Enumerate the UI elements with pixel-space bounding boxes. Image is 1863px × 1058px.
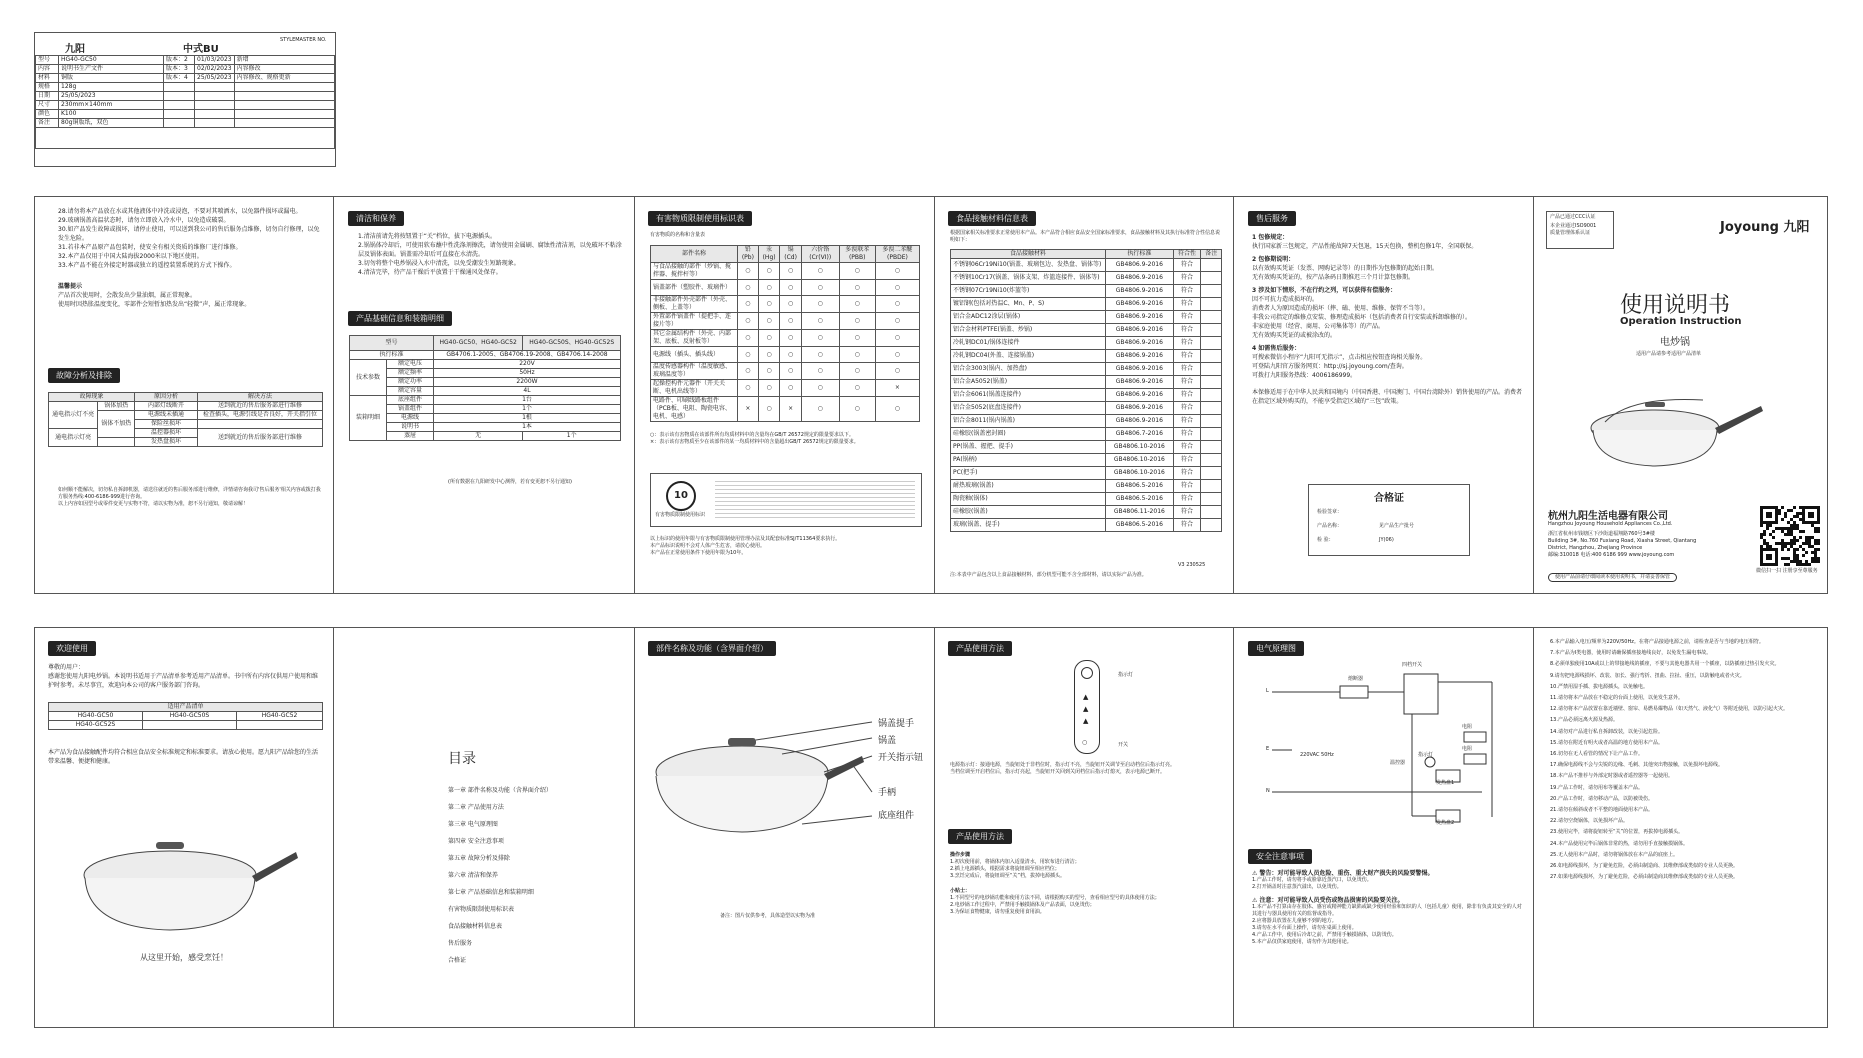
- food-row: 铝合金A5052(锅盖) GB4806.9-2016 符合: [951, 376, 1222, 389]
- safety-continued: 28.请勿将本产品放在水或其他液体中冲洗或浸泡，不要对其喷洒水，以免器件损坏或漏电。 29.玻璃锅盖高温状态时，请勿立即放入冷水中，以免造成破裂。 30.如产品发生故障或损坏，请停止使用，可以送到我公司的售后服务点维修，切勿自行修理，以免发生危险。 31.若非本产品原产品包装时，使安全有相关资质的维修厂进行维修。 32.本产品仅用于中国大陆海拔2000米以下地区使用。 33.本产品不能在外接定时器或独立的遥控装置系统的方式下操作。 温馨提示 产品首次使用时，会散发出少量油烟，属正常现象。 使用时因热胀温度变化，零部件会短暂加热发出“轻微”声，属正常现象。: [58, 207, 323, 309]
- safety-item: 15.请勿在附近有明火或者高温的地方使用本产品。: [1550, 739, 1663, 746]
- clean-text: 1.清洁前请先将按钮置于“关”档位，拔下电源插头。 2.锅锅体冷却后，可使用软布蘸中性洗涤剂擦洗，请勿使用金属刷、腐蚀性清洁剂，以免破坏不粘涂层及锅体表面。锅盖需冷却后可直接在水清洗。 3.切勿将整个电炒锅浸入水中清洗，以免受潮发生短路现象。 4.清洁完毕，待产品干燥后平放置于干燥通风处保存。: [358, 233, 622, 276]
- hazard-row: 非接触部件外壳部件（外壳、侧板、上盖等） ○ ○ ○ ○ ○ ○: [651, 296, 920, 313]
- heater-label-1: 发热盘1: [1436, 780, 1455, 786]
- company-en: Hangzhou Joyoung Household Appliances Co.,Ltd.: [1548, 521, 1673, 527]
- spec-std: STYLEMASTER NO.: [280, 37, 327, 43]
- usage-steps: 操作步骤 1.初次使用前，将锅体内加入适量清水，用软布进行清洁； 2.插上电源插头，根据需求将旋钮调至相应档位； 3.烹饪完成后，将旋钮调至“关”档，拔掉电源插头。 小贴士： 1.不同型号的电炒锅功能和使用方法不同，请根据购买的型号，查看相应型号的具体使用方法； 2.电炒锅工作过程中，严禁用手触摸锅体及产品表面，以免烫伤； 3.为保证食物健康，请勿重复使用食用油。: [950, 852, 1160, 915]
- safety-item: 27.如果电源线损坏，为了避免危险，必须由制造商其维修部或类似的专业人员更换。: [1550, 874, 1738, 881]
- hazard-row: 电路件、印刷线路板组件（PCB板、电阻、陶瓷电容、电机、电感） × ○ × ○ ○ ○: [651, 397, 920, 422]
- line-label: L: [1266, 688, 1269, 694]
- cover-bottom-note: 使用产品前请仔细阅读本使用说明书，并请妥善保管: [1548, 573, 1677, 582]
- food-header: 食品接触材料信息表: [948, 211, 1036, 226]
- toc-title: 目录: [448, 751, 476, 767]
- spec-header: 产品基础信息和装箱明细: [348, 311, 452, 326]
- toc-item: 第五章 故障分析及排除: [448, 855, 510, 862]
- safety-item: 24.本产品使用完毕后锅体非常的热，请勿用手直接触摸锅体。: [1550, 840, 1688, 847]
- food-row: PP(锅盖、握把、提手) GB4806.10-2016 符合: [951, 441, 1222, 454]
- toc-item: 第六章 清洁和保养: [448, 872, 498, 879]
- company-address: 浙江省杭州市钱塘区下沙街道福翔路760号3#楼 Building 3#, No.760 Fuxiang Road, Xiasha Street, Qiantang District, Hangzhou, Zhejiang Province 邮编:310018 电话:400 6186 999 www.joyoung.com: [1548, 531, 1697, 558]
- hazard-row: 锅盖部件（塑胶件、玻璃件） ○ ○ ○ ○ ○ ○: [651, 280, 920, 296]
- qr-note: 微信扫一扫 注册享至尊服务: [1756, 568, 1818, 574]
- food-row: 铝合金6061(锅盖连接件) GB4806.9-2016 符合: [951, 389, 1222, 402]
- usage-header-2: 产品使用方法: [948, 829, 1012, 844]
- circuit-diagram: [1252, 662, 1522, 834]
- safety-item: 14.请勿对产品进行私自拆卸改装，以免引起危险。: [1550, 728, 1663, 735]
- service-text: 1 包修规定： 执行国家新三包规定，产品性能故障7天包退，15天包换，整机包修1年，全国联保。 2 包修期说明： 以有效购买凭证（发票、网购记录等）的日期作为包修期的起始日期。 无有效购买凭证的，按产品条码日期推迟三个月计算包修期。 3 涉及如下情形，不在行约之列，可以获得有偿服务： 因不可抗力造成损坏的。 消费者人为原因造成的损坏（摔、磕、使用、维修、保管不当等）。 非我公司指定的维修点安装、修理造成损坏（包括消费者自行安装或拆卸维修的）。 非家庭使用（经营、商用、公司集体等）的产品。 无有效购买凭证的或被涂改的。 4 如需售后服务： 可搜索微信小程序“九阳可无指示”，点击相应按钮查询相关服务。 可登陆九阳官方服务网页：http://sj.joyoung.com/查询。 可拨打九阳服务热线：4006186999。 本保修适用于在中华人民共和国境内（中国香港、中国澳门、中国台湾除外）销售使用的产品。消费者在指定区域外购买的，不能享受指定区域的“三包”政策。: [1252, 234, 1523, 405]
- resistor-label-1: 电阻: [1462, 724, 1473, 730]
- cover-title-en: Operation Instruction: [1620, 316, 1742, 327]
- hazard-sub: 有害物质的名称和含量表: [650, 232, 706, 238]
- hazard-row: 温度传感器构件（温度敏感、玻璃温度等） ○ ○ ○ ○ ○ ○: [651, 363, 920, 380]
- fault-footnote: 如何顺不能解决，切勿私自拆卸机器，请送往就近的售后服务部进行维修，详情请咨询我司'售后服务'相关内容或拨打我方服务热线:400-6186-999进行咨询。 以上内容如因型号或零件变更与实物不符，请以实物为准，恕不另行通知，敬请谅解！: [58, 487, 321, 507]
- spec-brand: 九阳: [65, 44, 85, 55]
- usage-header: 产品使用方法: [948, 641, 1012, 656]
- safety-item: 26.如电源线损坏，为了避免危险，必须由制造商、其维修部或类似的专业人员更换。: [1550, 863, 1738, 870]
- food-row: 冷轧钢DC04(外盖、连接锅盖) GB4806.9-2016 符合: [951, 350, 1222, 363]
- food-row: 硅橡胶(锅盖) GB4806.11-2016 符合: [951, 506, 1222, 519]
- hazard-footnotes: 以上标识的使用年限与有害物质限制使用管理办法及其配套标准SJ/T11364要求执行。 本产品标识说明不会对人体产生危害，请放心使用。 本产品在正常使用条件下使用年限为10年。: [650, 536, 841, 556]
- toc-list: [448, 782, 552, 969]
- safety-item: 25.无人使用本产品时，请勿将锅体放在本产品的底座上。: [1550, 851, 1678, 858]
- toc-item: 售后服务: [448, 940, 473, 947]
- safety-item: 12.请勿将本产品放置在靠近墙壁、窗帘、易燃易爆物品（如天然气、液化气）等附近使用，以防引起火灾。: [1550, 706, 1788, 713]
- hazard-row: 与食品接触的部件（炒锅、搅拌器、搅拌杆等） ○ ○ ○ ○ ○ ○: [651, 263, 920, 280]
- hazard-table: 部件名称 铅(Pb) 汞(Hg) 镉(Cd) 六价铬(Cr(VI)) 多溴联苯(PBB) 多溴二苯醚(PBDE) 与食品接触的部件（炒锅、搅拌器、搅拌杆等） ○ ○ ○ ○ ○ ○ 锅盖部件（塑胶件、玻璃件） ○ ○ ○ ○ ○ ○ 非接触部件外壳部件（外壳、侧板、上盖等） ○ ○ ○ ○ ○ ○ 外置部件锅盖件（提把手、连接片等） ○ ○ ○ ○ ○ ○ 其它金属结构件（外壳、内部架、底板、反射板等） ○ ○ ○ ○ ○ ○ 电源线（插头、插头线） ○ ○ ○ ○ ○ ○ 温度传感器构件（温度敏感、玻璃温度等） ○ ○ ○ ○ ○ ○ 起操控构件元器件（开关关断、电机出线等） ○ ○ ○ ○ ○ × 电路件、印刷线路板组件（PCB板、电阻、陶瓷电容、电机、电感） × ○ × ○ ○ ○: [650, 245, 920, 422]
- toc-item: 食品接触材料信息表: [448, 923, 503, 930]
- clean-header: 清洁和保养: [348, 211, 404, 226]
- safety-item: 7.本产品为I类电器，使用时请确保插座接地线良好，以免发生漏电事故。: [1550, 650, 1712, 657]
- food-row: 不锈钢07Cr19Ni10(炸篮等) GB4806.9-2016 符合: [951, 285, 1222, 298]
- caution-icon: ⚠: [1252, 897, 1258, 904]
- safety-warnings: ⚠ 警告：对可能导致人员危险、重伤、重大财产损失的风险要警惕。 1.产品工作时，请勿将手或脸靠近蒸汽口，以免烫伤。 2.打开锅盖时注意蒸汽溢出，以免烫伤。 ⚠ 注意：对可能导致人员受伤或物品损害的风险要关注。 1.本产品不打算由存在肢体、感官或精神能力缺陷或缺少使用经验和知识的人（包括儿童）使用，除非有负责其安全的人对其进行与器具使用有关的监督或指导。 2.应将器具放置在儿童够不到的地方。 3.请勿在水平台面上操作，请勿在桌面上使用。 4.产品工作中，使用后冷却之前，严禁用手触摸锅体，以防烫伤。 5.本产品仅供家庭使用，请勿作为其他用途。: [1252, 870, 1522, 945]
- usage-desc: 电源指示灯：接通电源，当旋钮处于非档位时，指示灯不亮，当旋钮开关调节至启动档位后指示灯亮。 当档位调至开启档位后，指示灯亮起，当旋钮开关回到关闭档位后指示灯熄灭，表示电源已断开。: [950, 762, 1176, 775]
- toc-item: 第七章 产品基础信息和装箱明细: [448, 889, 534, 896]
- spec-dept: 中式BU: [183, 44, 219, 55]
- safety-item: 20.产品工作时，请勿移动产品，以防被烫伤。: [1550, 795, 1653, 802]
- cover-product: 电炒锅: [1660, 337, 1690, 348]
- safety-item: 8.必须单独使用10A或以上的带接地线的插座，不要与其他电器共用一个插座，以防插座过热引发火灾。: [1550, 661, 1780, 668]
- food-row: PC(把手) GB4806.10-2016 符合: [951, 467, 1222, 480]
- fault-table: 故障现象 原因分析 解决方法 通电指示灯不亮 锅体加热 内部灯线断开 送到就近的售后服务部进行维修 锅体不加热 电源线未插通 检查插头，电源引线是否良好，开关指引位 保险丝损坏 通电指示灯亮 温控器损坏 送到就近的售后服务部进行维修 发热盘损坏: [48, 392, 323, 447]
- pan-illustration: [1585, 378, 1765, 474]
- hazard-header: 有害物质限制使用标识表: [648, 211, 752, 226]
- resistor-label-2: 电阻: [1462, 746, 1473, 752]
- qr-code-icon[interactable]: [1760, 506, 1820, 566]
- food-row: 陶瓷釉(锅体) GB4806.5-2016 符合: [951, 493, 1222, 506]
- food-row: 玻璃(锅盖、提手) GB4806.5-2016 符合: [951, 519, 1222, 532]
- toc-item: 第三章 电气原理图: [448, 821, 498, 828]
- service-header: 售后服务: [1248, 211, 1296, 226]
- safety-item: 11.请勿将本产品放在不稳定的台面上使用，以免发生意外。: [1550, 695, 1683, 702]
- recycle-10-icon: 10: [666, 481, 696, 511]
- heater-label-2: 发热盘2: [1436, 820, 1455, 826]
- safety-item: 18.本产品不推荐与外部定时器或者遥控器等一起使用。: [1550, 773, 1673, 780]
- safety-item: 19.产品工作时，请勿用布等覆盖本产品。: [1550, 784, 1643, 791]
- earth-label: E: [1266, 746, 1270, 752]
- product-list-table: 适用产品清单 HG40-GC50 HG40-GC50S HG40-GC52 HG40-GC52S: [48, 702, 323, 730]
- hazard-row: 外置部件锅盖件（提把手、连接片等） ○ ○ ○ ○ ○ ○: [651, 313, 920, 330]
- voltage-label: 220VAC 50Hz: [1300, 752, 1334, 758]
- recycle-box: 10 有害物质限制使用标识: [650, 473, 922, 527]
- safety-item: 9.请勿把电源线损坏、改装、加长、强行弯折、扭曲、拉扯、重压，以防触电或者火灾。: [1550, 672, 1745, 679]
- food-row: 冷轧钢DC01/锅体连接件 GB4806.9-2016 符合: [951, 337, 1222, 350]
- food-intro: 根据国家相关标准要求正常使用本产品。本产品符合相应食品安全国家标准要求，食品接触材料及其执行标准符合性信息说明如下：: [950, 230, 1221, 243]
- spec-table: 型号 HG40-GC50 版本：2 01/03/2023 新增 内容 说明书生产文件 版本：3 02/02/2023 内容修改 材料 铜版 版本：4 25/05/2023 内容修改、规格更新 规格 128g 日期 25/05/2023 尺寸 230mm×140mm 颜色 K100 备注 80g铜版纸，双色: [35, 55, 335, 149]
- notice-title: 温馨提示: [58, 283, 83, 290]
- welcome-pan-illustration: [80, 810, 300, 940]
- company-name: 杭州九阳生活电器有限公司: [1548, 511, 1668, 522]
- safety-header: 安全注意事项: [1248, 849, 1312, 864]
- food-row: 耐热玻璃(锅盖) GB4806.5-2016 符合: [951, 480, 1222, 493]
- welcome-header: 欢迎使用: [48, 641, 96, 656]
- indicator-label: 指示灯: [1118, 672, 1134, 678]
- recycle-text-block: [715, 478, 915, 520]
- food-footnote: 注:本表中产品包含以上食品接触材料，部分机型可能不含全部材料，请以实际产品为准。: [950, 572, 1147, 578]
- food-table: 食品接触材料 执行标准 符合性 备注 不锈钢06Cr19Ni10(锅盖、玻璃包边、发热盘、锅体等) GB4806.9-2016 符合 不锈钢10Cr17(锅盖、锅体支架、炸篮连接件、锅体等) GB4806.9-2016 符合 不锈钢07Cr19Ni10(炸篮等) GB4806.9-2016 符合 镀铝钢(包括对热温C、Mn、P、S) GB4806.9-2016 符合 铝合金ADC12涂层(锅体) GB4806.9-2016 符合 铝合金材料PTFE(锅盖、炒锅) GB4806.9-2016 符合 冷轧钢DC01/锅体连接件 GB4806.9-2016 符合 冷轧钢DC04(外盖、连接锅盖) GB4806.9-2016 符合 铝合金3003(锅内、加热盘) GB4806.9-2016 符合 铝合金A5052(锅盖) GB4806.9-2016 符合 铝合金6061(锅盖连接件) GB4806.9-2016 符合 铝合金5052(底盘连接件) GB4806.9-2016 符合 铝合金8011(锅内锅盖) GB4806.9-2016 符合 硅橡胶(锅盖密封圈) GB4806.7-2016 符合 PP(锅盖、握把、提手) GB4806.10-2016 符合 PA(锅柄) GB4806.10-2016 符合 PC(把手) GB4806.10-2016 符合 耐热玻璃(锅盖) GB4806.5-2016 符合 陶瓷釉(锅体) GB4806.5-2016 符合 硅橡胶(锅盖) GB4806.11-2016 符合 玻璃(锅盖、提手) GB4806.5-2016 符合: [950, 249, 1222, 532]
- toc-item: 第一章 部件名称及功能（含界面介绍）: [448, 787, 552, 794]
- food-row: 铝合金材料PTFE(锅盖、炒锅) GB4806.9-2016 符合: [951, 324, 1222, 337]
- food-row: 镀铝钢(包括对热温C、Mn、P、S) GB4806.9-2016 符合: [951, 298, 1222, 311]
- spec-note: (所有数据在九阳研发中心测得，若有变更恕不另行通知): [448, 479, 572, 485]
- cover-note: 适用产品请参考适用产品清单: [1636, 351, 1702, 357]
- parts-labels: 锅盖提手 锅盖 开关指示钮 手柄 底座组件: [878, 719, 924, 821]
- safety-item: 10.严禁用湿手插、拔电源插头，以免触电。: [1550, 683, 1648, 690]
- cert-sticker: 产品已通过CCC认证 本企业通过ISO9001 质量管理体系认证: [1546, 211, 1614, 249]
- hazard-row: 电源线（插头、插头线） ○ ○ ○ ○ ○ ○: [651, 347, 920, 363]
- hazard-row: 起操控构件元器件（开关关断、电机出线等） ○ ○ ○ ○ ○ ×: [651, 380, 920, 397]
- safety-item: 22.请勿空烧锅体，以免损坏产品。: [1550, 818, 1628, 825]
- parts-header: 部件名称及功能（含界面介绍）: [648, 641, 776, 656]
- safety-item: 6.本产品输入电压/频率为220V/50Hz。在将产品接通电源之前，请检查是否与当地的电压相符。: [1550, 639, 1764, 645]
- fire-level-icons: ▲ ▲ ▲: [1083, 693, 1089, 725]
- hazard-notes: ○：表示该有害物质在该部件所有均质材料中的含量均在GB/T 26572规定的限量要求以下。 ×：表示该有害物质至少在该部件的某一均质材料中的含量超出GB/T 26572规定的限量要求。: [650, 432, 859, 445]
- safety-item: 23.使用完毕，请将旋钮转至“关”的位置，再拔掉电源插头。: [1550, 829, 1684, 836]
- neutral-label: N: [1266, 788, 1270, 794]
- version-code: V3 230525: [1178, 562, 1206, 568]
- fault-header: 故障分析及排除: [48, 368, 120, 383]
- fuse-label: 熔断器: [1348, 676, 1364, 682]
- off-icon: ○: [1082, 739, 1088, 746]
- food-row: 硅橡胶(锅盖密封圈) GB4806.7-2016 符合: [951, 428, 1222, 441]
- welcome-text: 尊敬的用户： 感谢您使用九阳电炒锅。本说明书适用于产品清单参考适用产品清单。书中所有内容仅供用户使用和维护时参考。未尽事宜，欢迎向本公司的客户服务部门咨询。: [48, 664, 319, 689]
- toc-item: 有害物质限制使用标识表: [448, 906, 515, 913]
- thermostat-label: 温控器: [1390, 760, 1406, 766]
- switch-label: 四档开关: [1402, 662, 1423, 668]
- safety-item: 16.切勿在无人看管的情况下让产品工作。: [1550, 751, 1643, 758]
- safety-item: 13.产品必须远离火源及热源。: [1550, 717, 1618, 724]
- welcome-after: 本产品为食品接触配件均符合相应食品安全标准规定和标准要求。请放心使用。愿九阳产品给您的生活带来温馨、便捷和健康。: [48, 749, 319, 765]
- food-row: 铝合金ADC12涂层(锅体) GB4806.9-2016 符合: [951, 311, 1222, 324]
- food-row: 不锈钢10Cr17(锅盖、锅体支架、炸篮连接件、锅体等) GB4806.9-2016 符合: [951, 272, 1222, 285]
- toc-item: 第二章 产品使用方法: [448, 804, 504, 811]
- spec-card: [34, 32, 336, 167]
- indicator-light-icon: [1081, 667, 1093, 679]
- hazard-row: 其它金属结构件（外壳、内部架、底板、反射板等） ○ ○ ○ ○ ○ ○: [651, 330, 920, 347]
- spec-info-table: 型号 HG40-GC50、HG40-GC52 HG40-GC50S、HG40-GC52S 执行标准 GB4706.1-2005、GB4706.19-2008、GB4706.14-2008 技术参数 额定电压 220V 额定频率 50Hz 额定功率 2200W 额定容量 4L 装箱明细 底座组件 1台 锅盖组件 1个 电源线 1根 说明书 1本 蒸屉 无 1个: [349, 335, 621, 441]
- electrical-header: 电气原理图: [1248, 641, 1304, 656]
- safety-item: 21.请勿在倾斜或者不平整的地面使用本产品。: [1550, 807, 1653, 814]
- food-row: PA(锅柄) GB4806.10-2016 符合: [951, 454, 1222, 467]
- indicator-label-elec: 指示灯: [1418, 752, 1434, 758]
- joyoung-logo: Joyoung 九阳: [1720, 220, 1810, 235]
- parts-note: 备注：图片仅供参考，具体造型以实物为准: [720, 913, 816, 919]
- welcome-tagline: 从这里开始，感受烹饪！: [140, 953, 228, 962]
- knob-label: 开关: [1118, 742, 1129, 748]
- food-row: 铝合金3003(锅内、加热盘) GB4806.9-2016 符合: [951, 363, 1222, 376]
- warning-icon: ⚠: [1252, 870, 1258, 877]
- toc-item: 合格证: [448, 957, 467, 964]
- control-panel: [1074, 660, 1100, 754]
- cover-title: 使用说明书: [1620, 293, 1731, 318]
- food-row: 不锈钢06Cr19Ni10(锅盖、玻璃包边、发热盘、锅体等) GB4806.9-2016 符合: [951, 259, 1222, 272]
- toc-item: 第四章 安全注意事项: [448, 838, 504, 845]
- safety-list: [1550, 638, 1818, 884]
- safety-item: 17.确保电源线不会与尖锐的边缘、毛刺、其他突出物接触，以免损坏电源线。: [1550, 762, 1723, 769]
- food-row: 铝合金8011(锅内锅盖) GB4806.9-2016 符合: [951, 415, 1222, 428]
- food-row: 铝合金5052(底盘连接件) GB4806.9-2016 符合: [951, 402, 1222, 415]
- certificate: 合格证 检验签章： 产品名称： 见产品生产批号 检 验： JY(06): [1308, 484, 1470, 556]
